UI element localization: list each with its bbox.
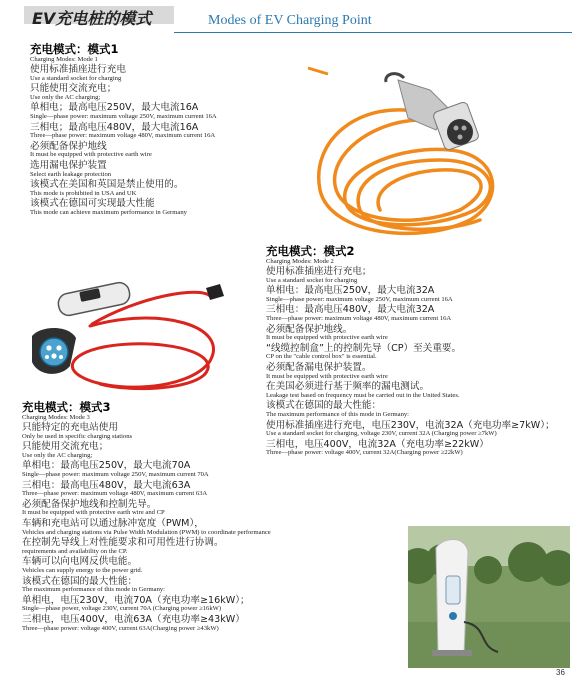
en-text-line: Three—phase power: maximum voltage 480V, maximum current 16A	[30, 132, 216, 140]
en-text-line: Use only the AC charging;	[22, 451, 93, 459]
en-text-line: Three—phase power: voltage 400V, current 32A(Charging power ≥22kW)	[266, 449, 463, 457]
cn-text-line: 三相电，电压400V，电流63A（充电功率≥43kW）	[22, 613, 245, 625]
en-text-line: Charging Modes: Mode 2	[266, 257, 334, 265]
mode1-cable-photo	[20, 266, 234, 402]
cn-text-line: 三相电：最高电压480V，最大电流32A	[266, 304, 435, 316]
mode2-cable-photo	[300, 60, 514, 250]
cn-text-line: 单相电，电压230V，电流70A（充电功率≥16kW）；	[22, 594, 250, 606]
cn-text-line: 该模式在德国可实现最大性能	[30, 198, 155, 210]
page-number: 36	[556, 668, 565, 677]
en-text-line: Three—phase power: voltage 400V, current 63A(Charging power ≥43kW)	[22, 624, 219, 632]
cn-text-line: 使用标准插座进行充电，电压230V，电流32A（充电功率≥7kW）；	[266, 419, 555, 431]
cn-text-line: 选用漏电保护装置	[30, 160, 107, 172]
en-text-line: Three—phase power: maximum voltage 480V, maximum current 63A	[22, 490, 208, 498]
cn-text-line: 三相电；最高电压480V，最大电流16A	[30, 121, 199, 133]
page-subtitle: Modes of EV Charging Point	[208, 13, 372, 28]
cn-text-line: 必须配备保护地线。	[266, 323, 353, 335]
en-text-line: It must be equipped with protective earth wire	[266, 334, 388, 342]
en-text-line: CP on the "cable control box" is essential.	[266, 353, 377, 361]
en-text-line: Vehicles and charging stations via Pulse Width Modulation (PWM) to coordinate performance	[22, 528, 271, 536]
cn-text-line: 该模式在德国的最大性能：	[22, 575, 138, 587]
en-text-line: Single—phase power: maximum voltage 250V, maximum current 16A	[266, 295, 453, 303]
en-text-line: Charging Modes: Mode 1	[30, 55, 98, 63]
cn-text-line: “线缆控制盒”上的控制先导（CP）至关重要。	[266, 342, 462, 354]
charging-station-photo	[408, 526, 570, 668]
mode1-lines	[30, 57, 290, 217]
page-header	[0, 0, 572, 28]
cn-text-line: 车辆和充电站可以通过脉冲宽度（PWM），	[22, 518, 204, 530]
mode3-section	[22, 402, 342, 633]
en-text-line: It must be equipped with protective earth wire and CP	[22, 509, 165, 517]
en-text-line: This mode is prohibited in USA and UK	[30, 189, 137, 197]
en-text-line: Use only the AC charging;	[30, 93, 101, 101]
en-text-line: Leakage test based on frequency must be carried out in the United States.	[266, 391, 460, 399]
en-text-line: Vehicles can supply energy to the power grid.	[22, 567, 143, 574]
en-text-line: It must be equipped with protective earth wire	[30, 151, 152, 159]
cn-text-line: 必须配备保护地线	[30, 140, 107, 152]
mode1-title: 充电模式：模式1	[30, 42, 119, 56]
cn-text-line: 单相电：最高电压250V，最大电流70A	[22, 460, 191, 472]
en-text-line: Single—phase power, voltage 230V, current 70A (Charging power ≥16kW)	[22, 605, 222, 613]
mode2-title: 充电模式：模式2	[266, 244, 355, 258]
cn-text-line: 使用标准插座进行充电；	[266, 266, 372, 278]
cn-text-line: 在控制先导线上对性能要求和可用性进行协调。	[22, 537, 224, 549]
en-text-line: Use a standard socket for charging, voltage 230V, current 32A (Charging power ≥7kW)	[266, 430, 497, 438]
en-text-line: Charging Modes: Mode 3	[22, 413, 90, 421]
cn-text-line: 必须配备保护地线和控制先导。	[22, 498, 157, 510]
en-text-line: Use a standard socket for charging	[30, 74, 122, 82]
en-text-line: Use a standard socket for charging	[266, 276, 358, 284]
mode1-section	[30, 44, 290, 218]
page-title: EV充电桩的模式	[32, 9, 152, 28]
cn-text-line: 单相电；最高电压250V，最大电流16A	[30, 102, 199, 114]
cn-text-line: 单相电：最高电压250V，最大电流32A	[266, 285, 435, 297]
en-text-line: Single—phase power: maximum voltage 250V, maximum current 16A	[30, 113, 217, 121]
cn-text-line: 车辆可以向电网反供电能。	[22, 556, 138, 568]
en-text-line: It must be equipped with protective earth wire	[266, 372, 388, 380]
en-text-line: Three—phase power: maximum voltage 480V, maximum current 16A	[266, 315, 452, 323]
cn-text-line: 使用标准插座进行充电	[30, 64, 126, 76]
cn-text-line: 该模式在美国和英国是禁止使用的。	[30, 179, 184, 191]
cn-text-line: 三相电：最高电压480V，最大电流63A	[22, 479, 191, 491]
en-text-line: This mode can achieve maximum performance in Germany	[30, 209, 187, 216]
en-text-line: requirements and availability on the CP.	[22, 547, 128, 555]
cn-text-line: 必须配备漏电保护装置。	[266, 362, 372, 374]
en-text-line: The maximum performance of this mode in Germany:	[22, 586, 166, 594]
header-rule	[174, 32, 572, 33]
mode3-title: 充电模式：模式3	[22, 400, 111, 414]
en-text-line: Single—phase power: maximum voltage 250V, maximum current 70A	[22, 471, 209, 479]
cn-text-line: 在美国必须进行基于频率的漏电测试。	[266, 381, 430, 393]
cn-text-line: 只能特定的充电站使用	[22, 422, 118, 434]
cn-text-line: 该模式在德国的最大性能：	[266, 400, 382, 412]
en-text-line: The maximum performance of this mode in Germany:	[266, 411, 410, 418]
en-text-line: Only be used in specific charging stations	[22, 432, 133, 440]
en-text-line: Select earth leakage protection	[30, 170, 112, 178]
cn-text-line: 三相电，电压400V，电流32A（充电功率≥22kW）	[266, 438, 489, 450]
mode3-lines	[22, 415, 342, 633]
cn-text-line: 只能使用交流充电；	[30, 83, 117, 95]
cn-text-line: 只能使用交流充电；	[22, 441, 109, 453]
